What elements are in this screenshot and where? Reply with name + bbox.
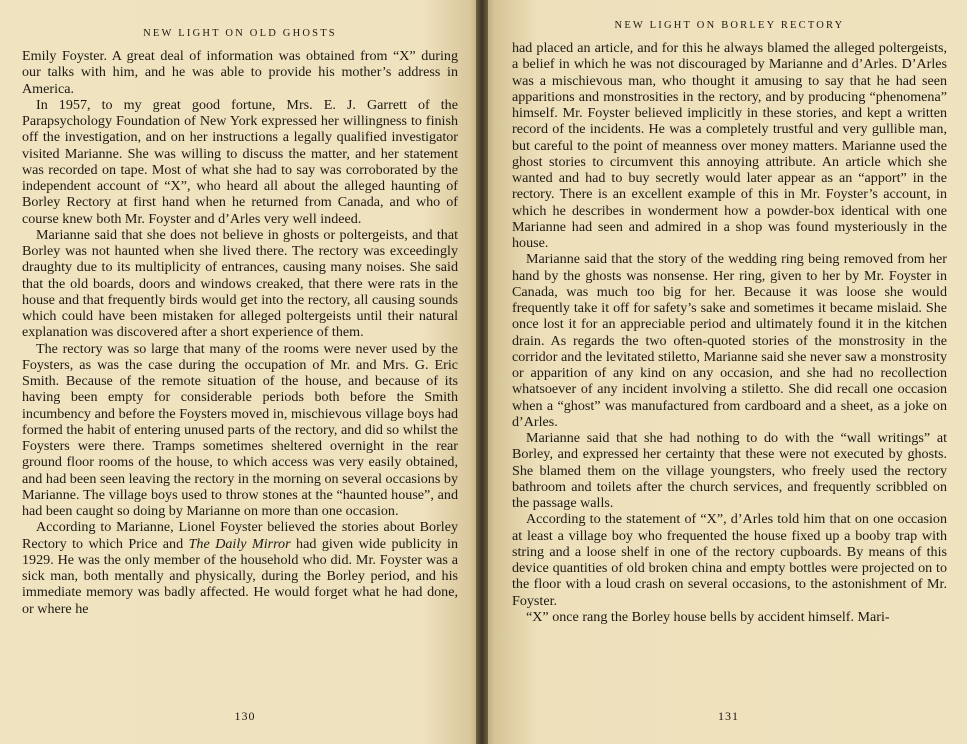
paragraph: Marianne said that she had nothing to do with the “wall writings” at Borley, and expressed her certainty that these were not executed by ghosts. She blamed them on the village youngsters, who freely used the rectory bathroom and toilets after the church services, and frequently scribbled on the passage walls. bbox=[512, 430, 947, 511]
paragraph-text: According to Marianne, Lionel Foyster believed the stories about Borley Rectory to which Price and bbox=[22, 519, 458, 552]
page-number-right: 131 bbox=[718, 709, 739, 723]
paragraph: Marianne said that the story of the wedding ring being removed from her hand by the ghosts was nonsense. Her ring, given to her by Mr. Foyster in Canada, was much too big for her. Because it was loose she would frequently take it off for safety’s sake and sometimes it became mislaid. She once lost it for an appreciable period and ultimately found it in the kitchen drain. As regards the two often-quoted stories of the monstrosity in the corridor and the levitated stiletto, Marianne said she never saw a monstrosity or apparition of any kind on any occasion, and she had no recollection whatsoever of any incident involving a stiletto. She did recall one occasion when a “ghost” was manufactured from cardboard and a sheet, as a joke on d’Arles. bbox=[512, 251, 947, 430]
book-gutter bbox=[476, 0, 488, 744]
running-head-right: NEW LIGHT ON BORLEY RECTORY bbox=[614, 20, 845, 31]
paragraph: had placed an article, and for this he always blamed the alleged poltergeists, a belief in which he was not discouraged by Marianne and d’Arles. D’Arles was a mischievous man, who thought it amusing to say that he had seen apparitions and monstrosities in the rectory, and by producing “phenomena” himself. Mr. Foyster believed implicitly in these stories, and kept a written record of the incidents. He was a completely trustful and very gullible man, but careful to the point of meanness over money matters. Marianne used the ghost stories to circumvent this annoying attribute. An article which she wanted and had to buy secretly would later appear as an “apport” in the rectory. There is an excellent example of this in Mr. Foyster’s account, in which he describes in wonderment how a powder-box identical with one Marianne had seen and admired in a shop was found mysteriously in the house. bbox=[512, 40, 947, 251]
left-page-text bbox=[22, 48, 458, 617]
paragraph: According to the statement of “X”, d’Arles told him that on one occasion at least a village boy who frequented the house fixed up a booby trap with string and a loose shelf in one of the rectory cupboards. By means of this device quantities of old broken china and empty bottles were projected on to the floor with a loud crash on several occasions, to the astonishment of Mr. Foyster. bbox=[512, 511, 947, 609]
paragraph-text: had given wide publicity in 1929. He was the only member of the household who did. Mr. Foyster was a sick man, both mentally and physically, during the Borley period, and his immediate memory was badly affected. He would forget what he had done, or where he bbox=[22, 535, 458, 617]
paragraph: Marianne said that she does not believe in ghosts or poltergeists, and that Borley was not haunted when she lived there. The rectory was exceedingly draughty due to its multiplicity of entrances, causing many noises. She said that the old boards, doors and windows creaked, that there were rats in the house and that frequently birds would get into the rectory, all causing sounds which could have been mistaken for alleged poltergeists until their natural explanation was discovered after a short experience of them. bbox=[22, 226, 458, 341]
running-head-left: NEW LIGHT ON OLD GHOSTS bbox=[143, 28, 337, 39]
right-page bbox=[480, 0, 967, 744]
paragraph bbox=[22, 519, 458, 617]
left-page bbox=[0, 0, 480, 744]
paragraph: In 1957, to my great good fortune, Mrs. E. J. Garrett of the Parapsychology Foundation of New York expressed her willingness to finish off the investigation, and on her instructions a legally qualified investigator visited Marianne. She was willing to discuss the matter, and her statement was recorded on tape. Most of what she had to say was corroborated by the independent account of “X”, who heard all about the alleged haunting of Borley Rectory at first hand when he returned from Canada, and who of course knew both Mr. Foyster and d’Arles very well indeed. bbox=[22, 96, 458, 227]
newspaper-title: The Daily Mirror bbox=[188, 535, 291, 552]
paragraph: The rectory was so large that many of the rooms were never used by the Foysters, as was the case during the occupation of Mr. and Mrs. G. Eric Smith. Because of the remote situation of the house, and because of its having been empty for considerable periods both before the Smith incumbency and before the Foysters moved in, mischievous village boys had formed the habit of entering unused parts of the rectory, and did so whilst the Foysters were there. Tramps sometimes sheltered overnight in the rear ground floor rooms of the house, to which access was very easily obtained, and had been seen leaving the rectory in the morning on several occasions by Marianne. The village boys used to throw stones at the “haunted house”, and had been caught so doing by Marianne on more than one occasion. bbox=[22, 340, 458, 519]
page-number-left: 130 bbox=[234, 709, 256, 723]
paragraph: Emily Foyster. A great deal of information was obtained from “X” during our talks with him, and he was able to provide his mother’s address in America. bbox=[22, 48, 458, 97]
right-page-text bbox=[512, 40, 947, 625]
paragraph: “X” once rang the Borley house bells by accident himself. Mari- bbox=[526, 608, 890, 625]
